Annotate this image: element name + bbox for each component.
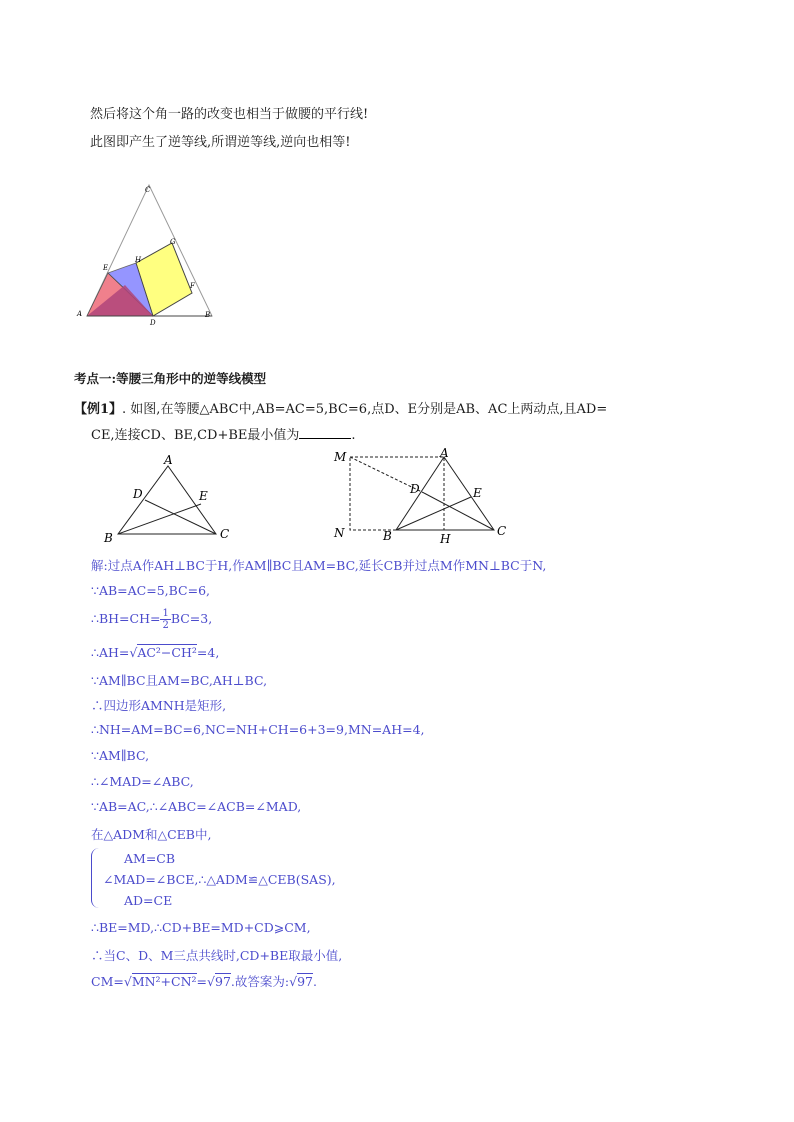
system-line-1: AM=CB: [124, 851, 176, 866]
fig1-label-H: H: [135, 256, 142, 264]
final-period: .: [312, 974, 317, 989]
fig1-label-C: C: [145, 186, 151, 194]
example-text-2: CE,连接CD、BE,CD+BE最小值为: [91, 428, 300, 443]
bh-ch-text: ∴BH=CH=: [91, 611, 161, 626]
fig2-label-A: A: [164, 453, 173, 467]
solution-line-12: ∴BE=MD,∴CD+BE=MD+CD⩾CM,: [91, 920, 311, 935]
fig1-label-F: F: [190, 282, 195, 290]
example-line-1: [74, 398, 607, 417]
radicand-97: 97: [215, 974, 231, 989]
solution-line-5: ∵AM∥BC且AM=BC,AH⊥BC,: [91, 673, 268, 688]
frac-num: 1: [162, 608, 169, 619]
fig1-label-A: A: [77, 310, 83, 318]
solution-line-9: ∴∠MAD=∠ABC,: [91, 774, 194, 789]
example-text-2-end: .: [351, 428, 356, 443]
frac-den: 2: [162, 620, 169, 631]
cm-text: CM=: [91, 974, 124, 989]
example-line-2: [91, 424, 356, 443]
figure-triangle-abc: [100, 450, 240, 545]
fig1-label-B: B: [205, 311, 211, 319]
equals: =: [196, 974, 208, 989]
fig3-label-H: H: [440, 532, 451, 545]
example-text-1: . 如图,在等腰△ABC中,AB=AC=5,BC=6,点D、E分别是AB、AC上两动点,且AD=: [122, 402, 608, 417]
fig3-label-M: M: [334, 450, 347, 464]
fraction-half: [160, 608, 170, 631]
answer-label: .故答案为:: [230, 974, 290, 989]
system-line-3: AD=CE: [124, 893, 173, 908]
solution-line-2: ∵AB=AC=5,BC=6,: [91, 583, 211, 598]
radicand-ah: AC²−CH²: [137, 645, 197, 660]
solution-line-14: CM=√MN²+CN²=√97.故答案为:√97.: [91, 974, 317, 989]
solution-line-13: ∴当C、D、M三点共线时,CD+BE取最小值,: [91, 948, 343, 963]
fig2-label-B: B: [104, 531, 113, 545]
solution-line-11: 在△ADM和△CEB中,: [91, 827, 212, 842]
section-title: 考点一:等腰三角形中的逆等线模型: [74, 371, 267, 386]
answer-radicand: 97: [297, 974, 313, 989]
bc-text: BC=3,: [170, 611, 213, 626]
intro-line-2: 此图即产生了逆等线,所谓逆等线,逆向也相等!: [90, 135, 351, 150]
fig2-label-C: C: [220, 527, 230, 541]
fig3-label-B: B: [383, 529, 392, 543]
fig3-label-E: E: [473, 486, 482, 500]
example-tag: 【例1】: [74, 402, 123, 417]
fig1-label-E: E: [103, 264, 109, 272]
solution-line-1: 解:过点A作AH⊥BC于H,作AM∥BC且AM=BC,延长CB并过点M作MN⊥BC于N,: [91, 558, 547, 573]
solution-line-6: ∴四边形AMNH是矩形,: [91, 698, 227, 713]
fig3-label-D: D: [410, 482, 420, 496]
ah-result: =4,: [196, 645, 220, 660]
system-line-2: [103, 872, 336, 887]
congruence-text: ,∴△ADM≌△CEB(SAS),: [194, 872, 336, 887]
figure-colored-triangles: [70, 180, 220, 330]
fig1-label-G: G: [170, 238, 176, 246]
answer-blank: [299, 426, 351, 439]
fig1-label-D: D: [150, 319, 156, 327]
system-brace: [91, 848, 102, 908]
fig3-label-C: C: [497, 524, 507, 538]
solution-line-4: ∴AH=√AC²−CH²=4,: [91, 645, 220, 660]
fig3-label-A: A: [440, 446, 449, 460]
fig2-label-E: E: [199, 489, 208, 503]
figure-construction: [328, 445, 518, 545]
fig3-label-N: N: [334, 526, 345, 540]
solution-line-8: ∵AM∥BC,: [91, 748, 150, 763]
intro-line-1: 然后将这个角一路的改变也相当于做腰的平行线!: [90, 107, 369, 122]
solution-line-10: ∵AB=AC,∴∠ABC=∠ACB=∠MAD,: [91, 799, 302, 814]
ah-text: ∴AH=: [91, 645, 130, 660]
solution-line-7: ∴NH=AM=BC=6,NC=NH+CH=6+3=9,MN=AH=4,: [91, 722, 425, 737]
fig2-label-D: D: [133, 487, 143, 501]
angle-eq: ∠MAD=∠BCE: [103, 872, 195, 887]
solution-line-3: [91, 608, 212, 631]
radicand-cm: MN²+CN²: [131, 974, 197, 989]
